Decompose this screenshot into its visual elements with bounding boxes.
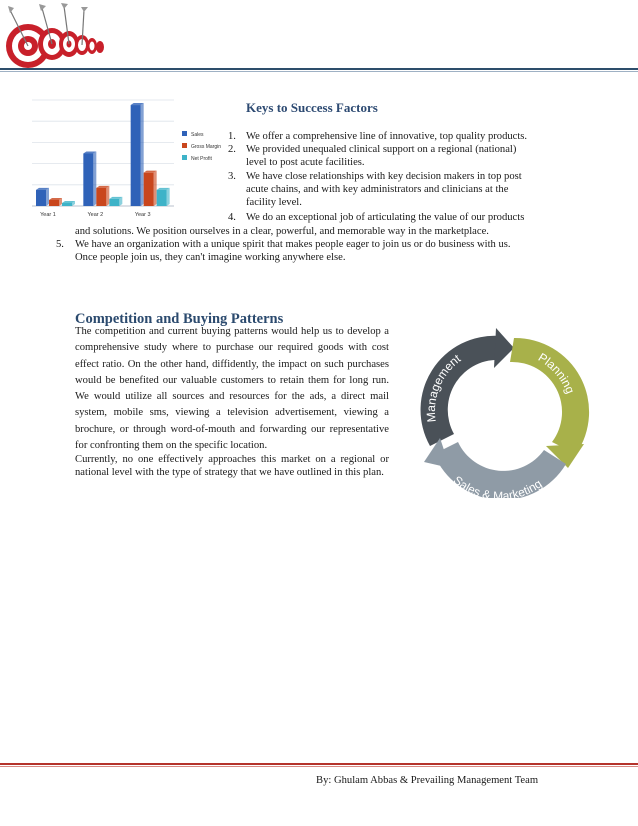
cycle-segment-planning bbox=[510, 338, 589, 454]
chart-legend-label: Net Profit bbox=[191, 156, 212, 162]
chart-x-tick-label: Year 3 bbox=[134, 212, 151, 218]
chart-bar bbox=[131, 105, 141, 206]
list-number: 4. bbox=[228, 212, 236, 223]
chart-legend-swatch bbox=[182, 131, 187, 136]
list-text-line: Once people join us, they can't imagine working anywhere else. bbox=[75, 252, 346, 263]
competition-body bbox=[75, 324, 389, 480]
header-rule-thin bbox=[0, 71, 638, 72]
cycle-label-planning: Planning bbox=[535, 350, 578, 396]
keys-list-item-3 bbox=[228, 171, 558, 211]
chart-legend-swatch bbox=[182, 143, 187, 148]
cycle-label-sales: Sales & Marketing bbox=[450, 473, 545, 498]
chart-bar-side bbox=[106, 186, 109, 206]
chart-bar-side bbox=[167, 188, 170, 206]
chart-bar bbox=[109, 199, 119, 206]
chart-bar-side bbox=[141, 103, 144, 206]
list-text-line: and solutions. We position ourselves in a clear, powerful, and memorable way in the marketplace. bbox=[75, 226, 489, 237]
keys-section-title: Keys to Success Factors bbox=[246, 100, 378, 115]
list-text-line: We offer a comprehensive line of innovative, top quality products. bbox=[246, 131, 528, 142]
list-text-line: level to post acute facilities. bbox=[246, 157, 365, 168]
chart-bar-side bbox=[93, 152, 96, 206]
list-text-line: facility level. bbox=[246, 197, 302, 208]
keys-list-item-5 bbox=[56, 239, 616, 267]
list-text-line: We have close relationships with key decision makers in top post bbox=[246, 171, 522, 182]
competition-section-title: Competition and Buying Patterns bbox=[75, 311, 284, 327]
list-text-line: We provided unequaled clinical support on a regional (national) bbox=[246, 144, 517, 155]
chart-legend-swatch bbox=[182, 155, 187, 160]
header-rule bbox=[0, 68, 638, 70]
business-cycle-diagram bbox=[410, 326, 590, 498]
chart-x-tick-label: Year 2 bbox=[87, 212, 104, 218]
list-number: 1. bbox=[228, 131, 236, 142]
chart-bar bbox=[144, 173, 154, 206]
chart-x-tick-label: Year 1 bbox=[40, 212, 56, 218]
chart-bar bbox=[83, 154, 93, 206]
keys-list-item-2 bbox=[228, 144, 558, 172]
list-number: 5. bbox=[56, 239, 64, 250]
company-logo bbox=[2, 2, 106, 70]
cycle-arrow-management bbox=[494, 328, 514, 368]
chart-bar-side bbox=[46, 188, 49, 206]
competition-paragraph-1: The competition and current buying patterns would help us to develop a comprehensive study where to purchase our required goods with cost effect ratio. On the other hand, diffidently, the impact on such purchases would be benefited our valuable customers to retain them for long run. We would utilize all sources and resources for the ads, a direct mail system, mobile sms, viewing a television advertisement, viewing a brochure, or through word-of-mouth and forwarding our representative for confronting them on the specific location. bbox=[75, 326, 389, 452]
list-text-line: We have an organization with a unique spirit that makes people eager to join us or do business with us. bbox=[75, 239, 511, 250]
cycle-label-management: Management bbox=[423, 351, 464, 423]
list-number: 3. bbox=[228, 171, 236, 182]
footer-rule-thin bbox=[0, 766, 638, 767]
chart-legend-label: Gross Margin bbox=[191, 144, 222, 150]
footer-rule bbox=[0, 763, 638, 765]
chart-bar bbox=[62, 203, 72, 206]
chart-bar bbox=[157, 190, 167, 206]
chart-bar-side bbox=[154, 171, 157, 206]
chart-bar bbox=[49, 200, 59, 206]
revenue-bar-chart bbox=[28, 96, 228, 218]
chart-bar bbox=[96, 188, 106, 206]
competition-paragraph-2: Currently, no one effectively approaches this market on a regional or national level with the type of strategy that we have outlined in this plan. bbox=[75, 454, 389, 479]
footer-credit: By: Ghulam Abbas & Prevailing Management Team bbox=[316, 775, 539, 786]
list-number: 2. bbox=[228, 144, 236, 155]
chart-bar bbox=[36, 190, 46, 206]
list-text-line: acute chains, and with key administrators and clinicians at the bbox=[246, 184, 509, 195]
list-text-line: We do an exceptional job of articulating the value of our products bbox=[246, 212, 525, 223]
chart-legend-label: Sales bbox=[191, 132, 204, 138]
